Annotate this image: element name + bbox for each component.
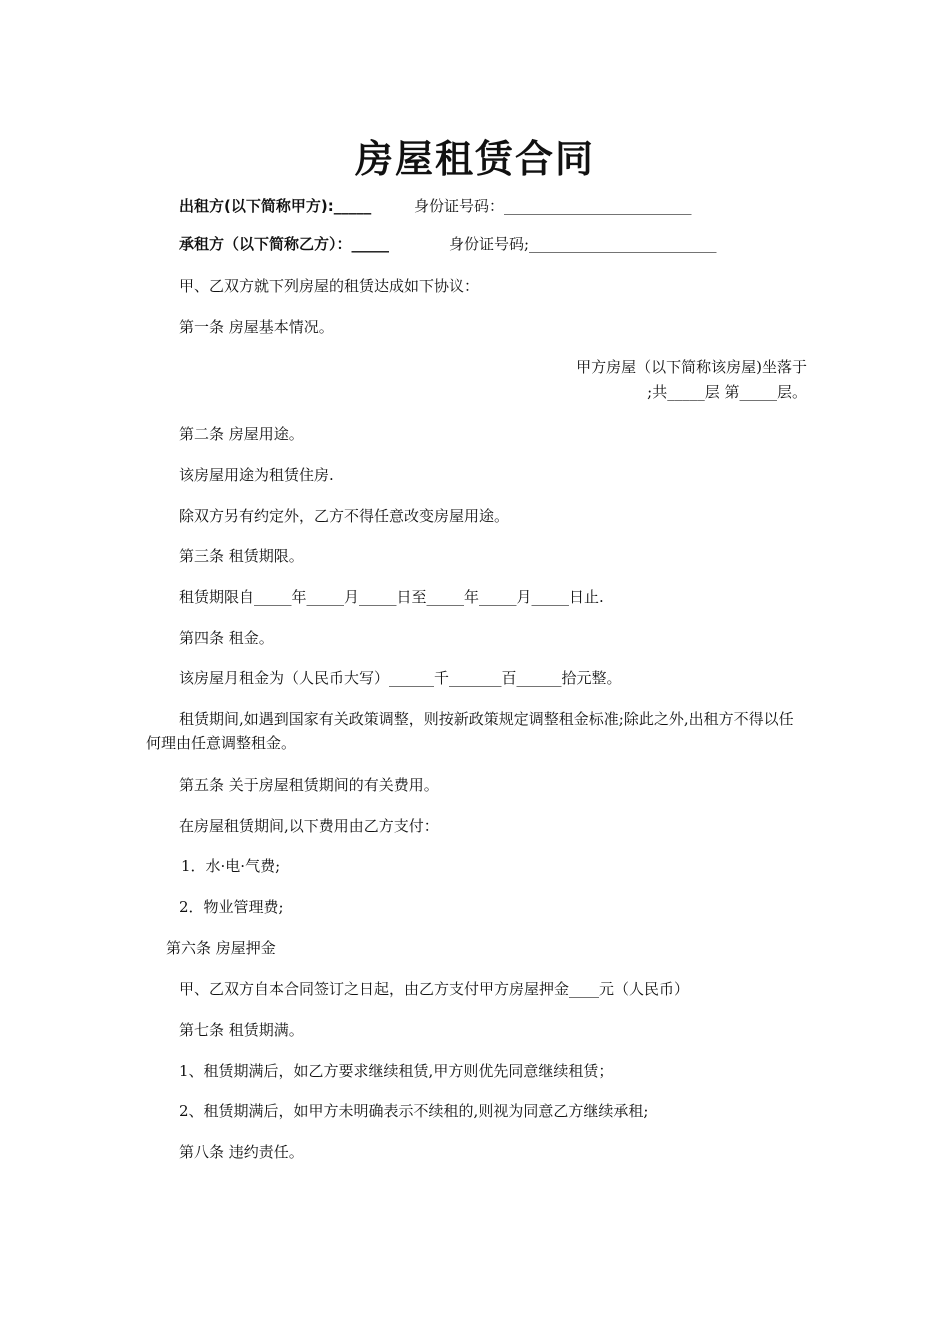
lessor-line: 出租方(以下简称甲方):_____ xyxy=(179,197,372,215)
lessor-id-line: 身份证号码：_________________________ xyxy=(414,197,692,215)
article-1-heading: 第一条 房屋基本情况。 xyxy=(179,318,334,336)
lessee-line: 承租方（以下简称乙方）：_____ xyxy=(179,235,390,253)
article-7-item-1: 1、租赁期满后，如乙方要求继续租赁,甲方则优先同意继续租赁； xyxy=(179,1062,614,1080)
article-7-heading: 第七条 租赁期满。 xyxy=(179,1021,304,1039)
article-4-rent: 该房屋月租金为（人民币大写）______千_______百______拾元整。 xyxy=(179,669,622,687)
document-title: 房屋租赁合同 xyxy=(354,136,595,181)
article-3-heading: 第三条 租赁期限。 xyxy=(179,547,304,565)
article-5-intro: 在房屋租赁期间,以下费用由乙方支付： xyxy=(179,817,439,835)
lessee-id-line: 身份证号码;_________________________ xyxy=(449,235,717,253)
article-6-deposit: 甲、乙双方自本合同签订之日起，由乙方支付甲方房屋押金____元（人民币） xyxy=(179,980,690,998)
article-5-item-2: 2．物业管理费; xyxy=(179,898,284,916)
article-4-heading: 第四条 租金。 xyxy=(179,629,274,647)
article-5-item-1: 1．水·电·气费; xyxy=(181,857,281,875)
article-1-location: 甲方房屋（以下简称该房屋)坐落于 xyxy=(576,358,807,376)
article-6-heading: 第六条 房屋押金 xyxy=(166,939,276,957)
article-3-term: 租赁期限自_____年_____月_____日至_____年_____月_____日止. xyxy=(179,588,604,606)
article-7-item-2: 2、租赁期满后，如甲方未明确表示不续租的,则视为同意乙方继续承租; xyxy=(179,1102,649,1120)
article-5-heading: 第五条 关于房屋租赁期间的有关费用。 xyxy=(179,776,439,794)
intro-paragraph: 甲、乙双方就下列房屋的租赁达成如下协议： xyxy=(179,277,480,295)
article-4-adjustment: 租赁期间,如遇到国家有关政策调整，则按新政策规定调整租金标准;除此之外,出租方不得以任何理由任意调整租金。 xyxy=(146,710,794,752)
article-8-heading: 第八条 违约责任。 xyxy=(179,1143,304,1161)
article-2-heading: 第二条 房屋用途。 xyxy=(179,425,304,443)
article-2-usage: 该房屋用途为租赁住房. xyxy=(179,466,334,484)
article-1-floors: ;共_____层 第_____层。 xyxy=(647,383,807,401)
article-2-restriction: 除双方另有约定外，乙方不得任意改变房屋用途。 xyxy=(179,507,510,525)
